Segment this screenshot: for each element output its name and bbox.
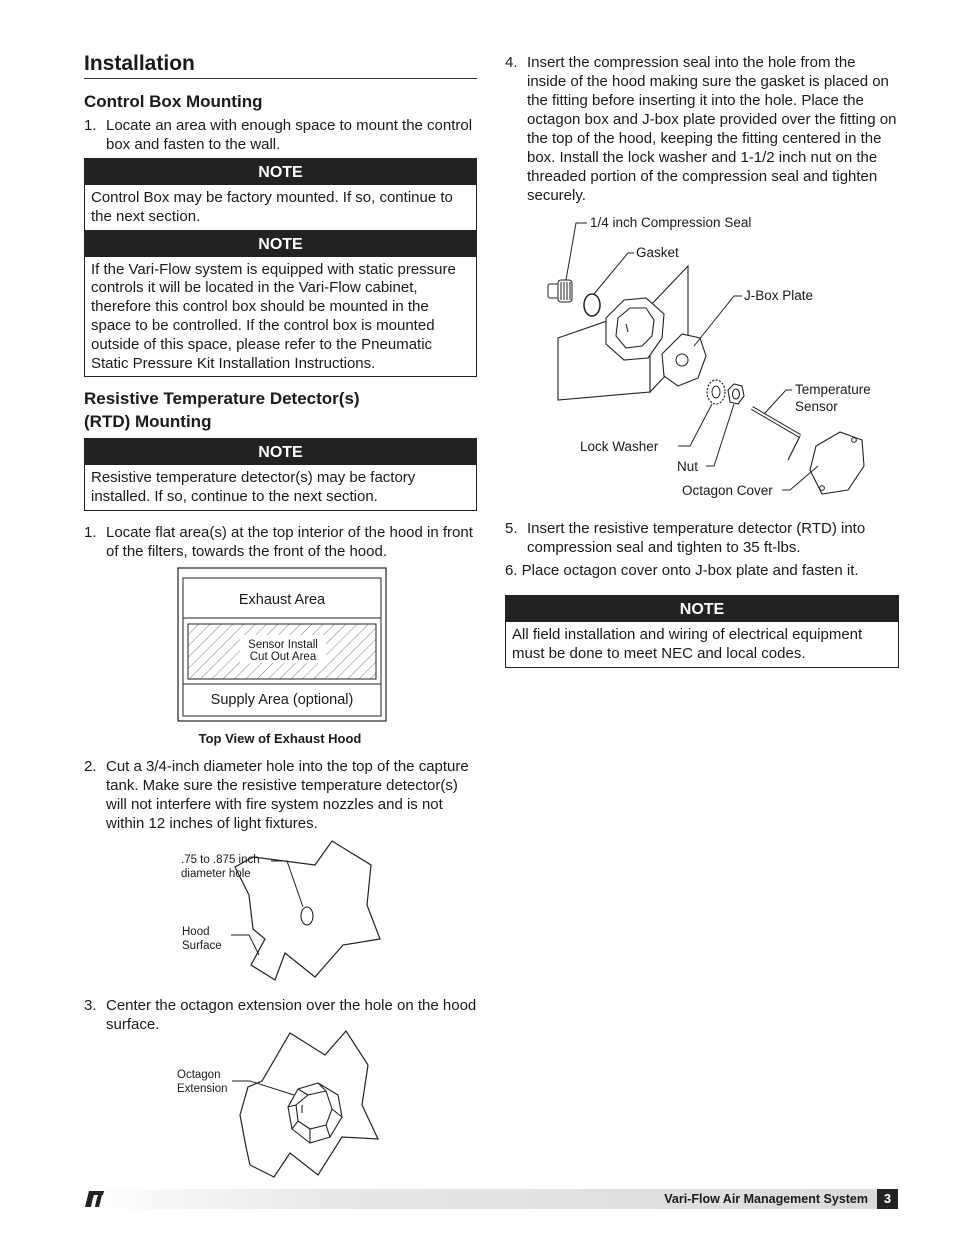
footer-doc-title: Vari-Flow Air Management System bbox=[664, 1192, 868, 1206]
right-column-bottom bbox=[505, 519, 899, 668]
cutout-label-line1: Sensor Install bbox=[248, 639, 318, 651]
gasket-ring bbox=[584, 294, 600, 316]
step-number: 2. bbox=[84, 758, 97, 775]
step-1-rtd bbox=[84, 523, 477, 561]
supply-area-label: Supply Area (optional) bbox=[210, 692, 354, 708]
temperature-sensor-label-line2: Sensor bbox=[795, 399, 838, 414]
note-header: NOTE bbox=[85, 230, 476, 257]
note-header: NOTE bbox=[85, 159, 476, 185]
lock-washer bbox=[707, 380, 725, 404]
octagon-extension-diagram bbox=[170, 1025, 385, 1180]
rtd-assembly-exploded-diagram bbox=[530, 208, 890, 508]
diameter-hole bbox=[301, 907, 313, 925]
nut-label: Nut bbox=[677, 459, 699, 474]
section-heading-rtd-line1: Resistive Temperature Detector(s) bbox=[84, 389, 360, 409]
octagon-label-line1: Octagon bbox=[177, 1069, 221, 1081]
hole-label-line1: .75 to .875 inch bbox=[181, 854, 260, 866]
step-text: Center the octagon extension over the hole on the hood surface. bbox=[106, 997, 477, 1033]
step-text: Locate an area with enough space to mount the control box and fasten to the wall. bbox=[106, 117, 473, 153]
step-number: 1. bbox=[84, 523, 97, 541]
step-4 bbox=[505, 53, 897, 205]
surface-label-line2: Surface bbox=[182, 940, 222, 952]
hood-hole-diagram bbox=[175, 835, 385, 985]
step-number: 5. bbox=[505, 520, 518, 537]
compression-seal-fitting bbox=[548, 280, 572, 302]
note-header: NOTE bbox=[506, 596, 898, 622]
step-5 bbox=[505, 519, 899, 557]
step-6: 6. Place octagon cover onto J-box plate and fasten it. bbox=[505, 562, 859, 579]
hood-top-view-diagram bbox=[170, 562, 400, 752]
note-box-control-box bbox=[84, 158, 477, 377]
left-column bbox=[84, 51, 477, 561]
nut bbox=[728, 384, 744, 404]
note-text: Resistive temperature detector(s) may be factory installed. If so, continue to the next section. bbox=[91, 469, 416, 506]
right-column-top bbox=[505, 53, 897, 205]
step-text: Insert the compression seal into the hole from the inside of the hood making sure the gasket is placed on the fitting before inserting it into the hole. Place the octagon box and J-box plate provided over the fitting on the top of the hood, keeping the fitting centered in the box. Install the lock washer and 1-1/2 inch nut on the threaded portion of the compression seal and tighten securely. bbox=[527, 54, 897, 204]
section-heading-rtd bbox=[84, 387, 477, 433]
greenheck-logo-icon bbox=[84, 1190, 106, 1208]
surface-label-line1: Hood bbox=[182, 926, 210, 938]
note-header: NOTE bbox=[85, 439, 476, 465]
gasket-label: Gasket bbox=[636, 245, 679, 260]
page-number: 3 bbox=[877, 1189, 898, 1209]
compression-seal-label: 1/4 inch Compression Seal bbox=[590, 215, 752, 230]
note-text: All field installation and wiring of electrical equipment must be done to meet NEC and local codes. bbox=[512, 626, 863, 662]
step-text: Locate flat area(s) at the top interior of the hood in front of the filters, towards the front of the hood. bbox=[106, 523, 473, 560]
exhaust-area-label: Exhaust Area bbox=[238, 592, 326, 608]
step-text: Insert the resistive temperature detector (RTD) into compression seal and tighten to 35 ft-lbs. bbox=[527, 520, 866, 556]
octagon-label-line2: Extension bbox=[177, 1083, 228, 1095]
temperature-sensor-label-line1: Temperature bbox=[795, 382, 871, 397]
section-heading-rtd-line2: (RTD) Mounting bbox=[84, 412, 212, 432]
step-number: 4. bbox=[505, 54, 518, 71]
step-text: Cut a 3/4-inch diameter hole into the top of the capture tank. Make sure the resistive temperature detector(s) will not interfere with fire system nozzles and is not within 12 inches of light fixtures. bbox=[106, 758, 469, 832]
note-box-nec bbox=[505, 595, 899, 668]
temperature-sensor bbox=[752, 408, 800, 460]
jbox-plate-label: J-Box Plate bbox=[744, 288, 814, 303]
note-box-rtd bbox=[84, 438, 477, 511]
step-1-control-box bbox=[84, 116, 477, 154]
hood-diagram-caption: Top View of Exhaust Hood bbox=[198, 731, 362, 746]
step-number: 3. bbox=[84, 997, 97, 1014]
cutout-label-line2: Cut Out Area bbox=[249, 651, 317, 663]
lock-washer-label: Lock Washer bbox=[580, 439, 659, 454]
page-title: Installation bbox=[84, 52, 195, 75]
title-divider bbox=[84, 78, 477, 79]
octagon-cover-label: Octagon Cover bbox=[682, 483, 773, 498]
hole-label-line2: diameter hole bbox=[181, 868, 251, 880]
note-text: Control Box may be factory mounted. If so, continue to the next section. bbox=[91, 189, 453, 225]
step-2-rtd bbox=[84, 757, 477, 833]
section-heading-control-box: Control Box Mounting bbox=[84, 92, 263, 111]
note-text: If the Vari-Flow system is equipped with static pressure controls it will be located in the Vari-Flow cabinet, therefore this control box should be mounted in the space to be controlled. If the control box is mounted outside of this space, please refer to the Pneumatic Static Pressure Kit Installation Instructions. bbox=[91, 260, 456, 372]
step-number: 1. bbox=[84, 117, 97, 134]
